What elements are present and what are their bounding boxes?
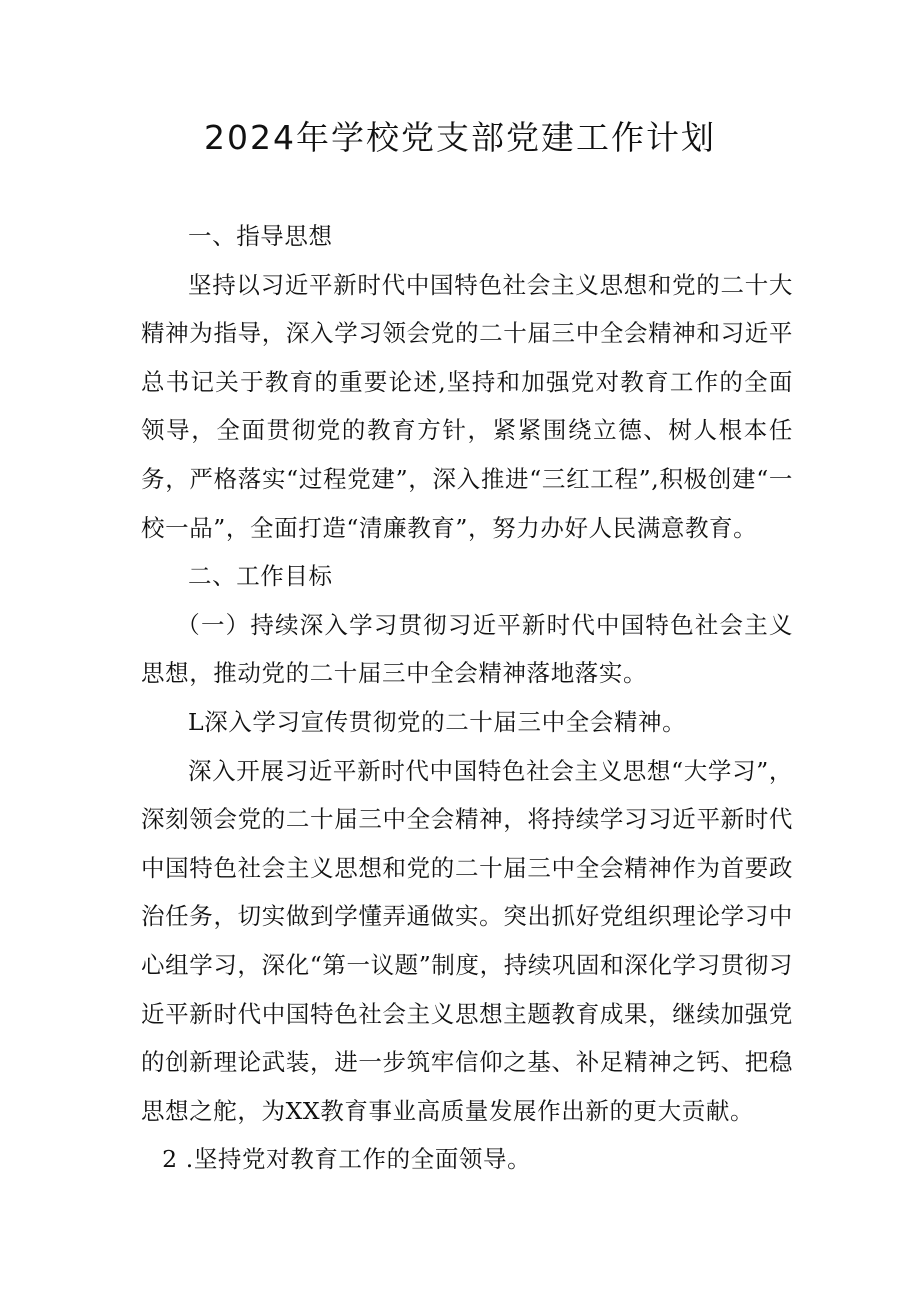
subheading-goal-one: （一）持续深入学习贯彻习近平新时代中国特色社会主义思想，推动党的二十届三中全会精神落地落实。: [141, 610, 793, 688]
document-body: [141, 212, 793, 1184]
item-heading-two: 2 .坚持党对教育工作的全面领导。: [162, 1145, 532, 1174]
section-heading-work-goals: 二、工作目标: [188, 562, 333, 591]
paragraph-study-details: 深入开展习近平新时代中国特色社会主义思想“大学习”，深刻领会党的二十届三中全会精神，将持续学习习近平新时代中国特色社会主义思想和党的二十届三中全会精神作为首要政治任务，切实做到学懂弄通做实。突出抓好党组织理论学习中心组学习，深化“第一议题”制度，持续巩固和深化学习贯彻习近平新时代中国特色社会主义思想主题教育成果，继续加强党的创新理论武装，进一步筑牢信仰之基、补足精神之钙、把稳思想之舵，为XX教育事业高质量发展作出新的更大贡献。: [141, 756, 793, 1125]
document-title: 2024年学校党支部党建工作计划: [204, 118, 716, 157]
item-heading-one: L深入学习宣传贯彻党的二十届三中全会精神。: [188, 707, 687, 736]
paragraph-guiding-ideology: 坚持以习近平新时代中国特色社会主义思想和党的二十大精神为指导，深入学习领会党的二十届三中全会精神和习近平总书记关于教育的重要论述,坚持和加强党对教育工作的全面领导，全面贯彻党的教育方针，紧紧围绕立德、树人根本任务，严格落实“过程党建”，深入推进“三红工程”,积极创建“一校一品”，全面打造“清廉教育”，努力办好人民满意教育。: [141, 270, 793, 542]
section-heading-guiding-ideology: 一、指导思想: [188, 222, 333, 250]
